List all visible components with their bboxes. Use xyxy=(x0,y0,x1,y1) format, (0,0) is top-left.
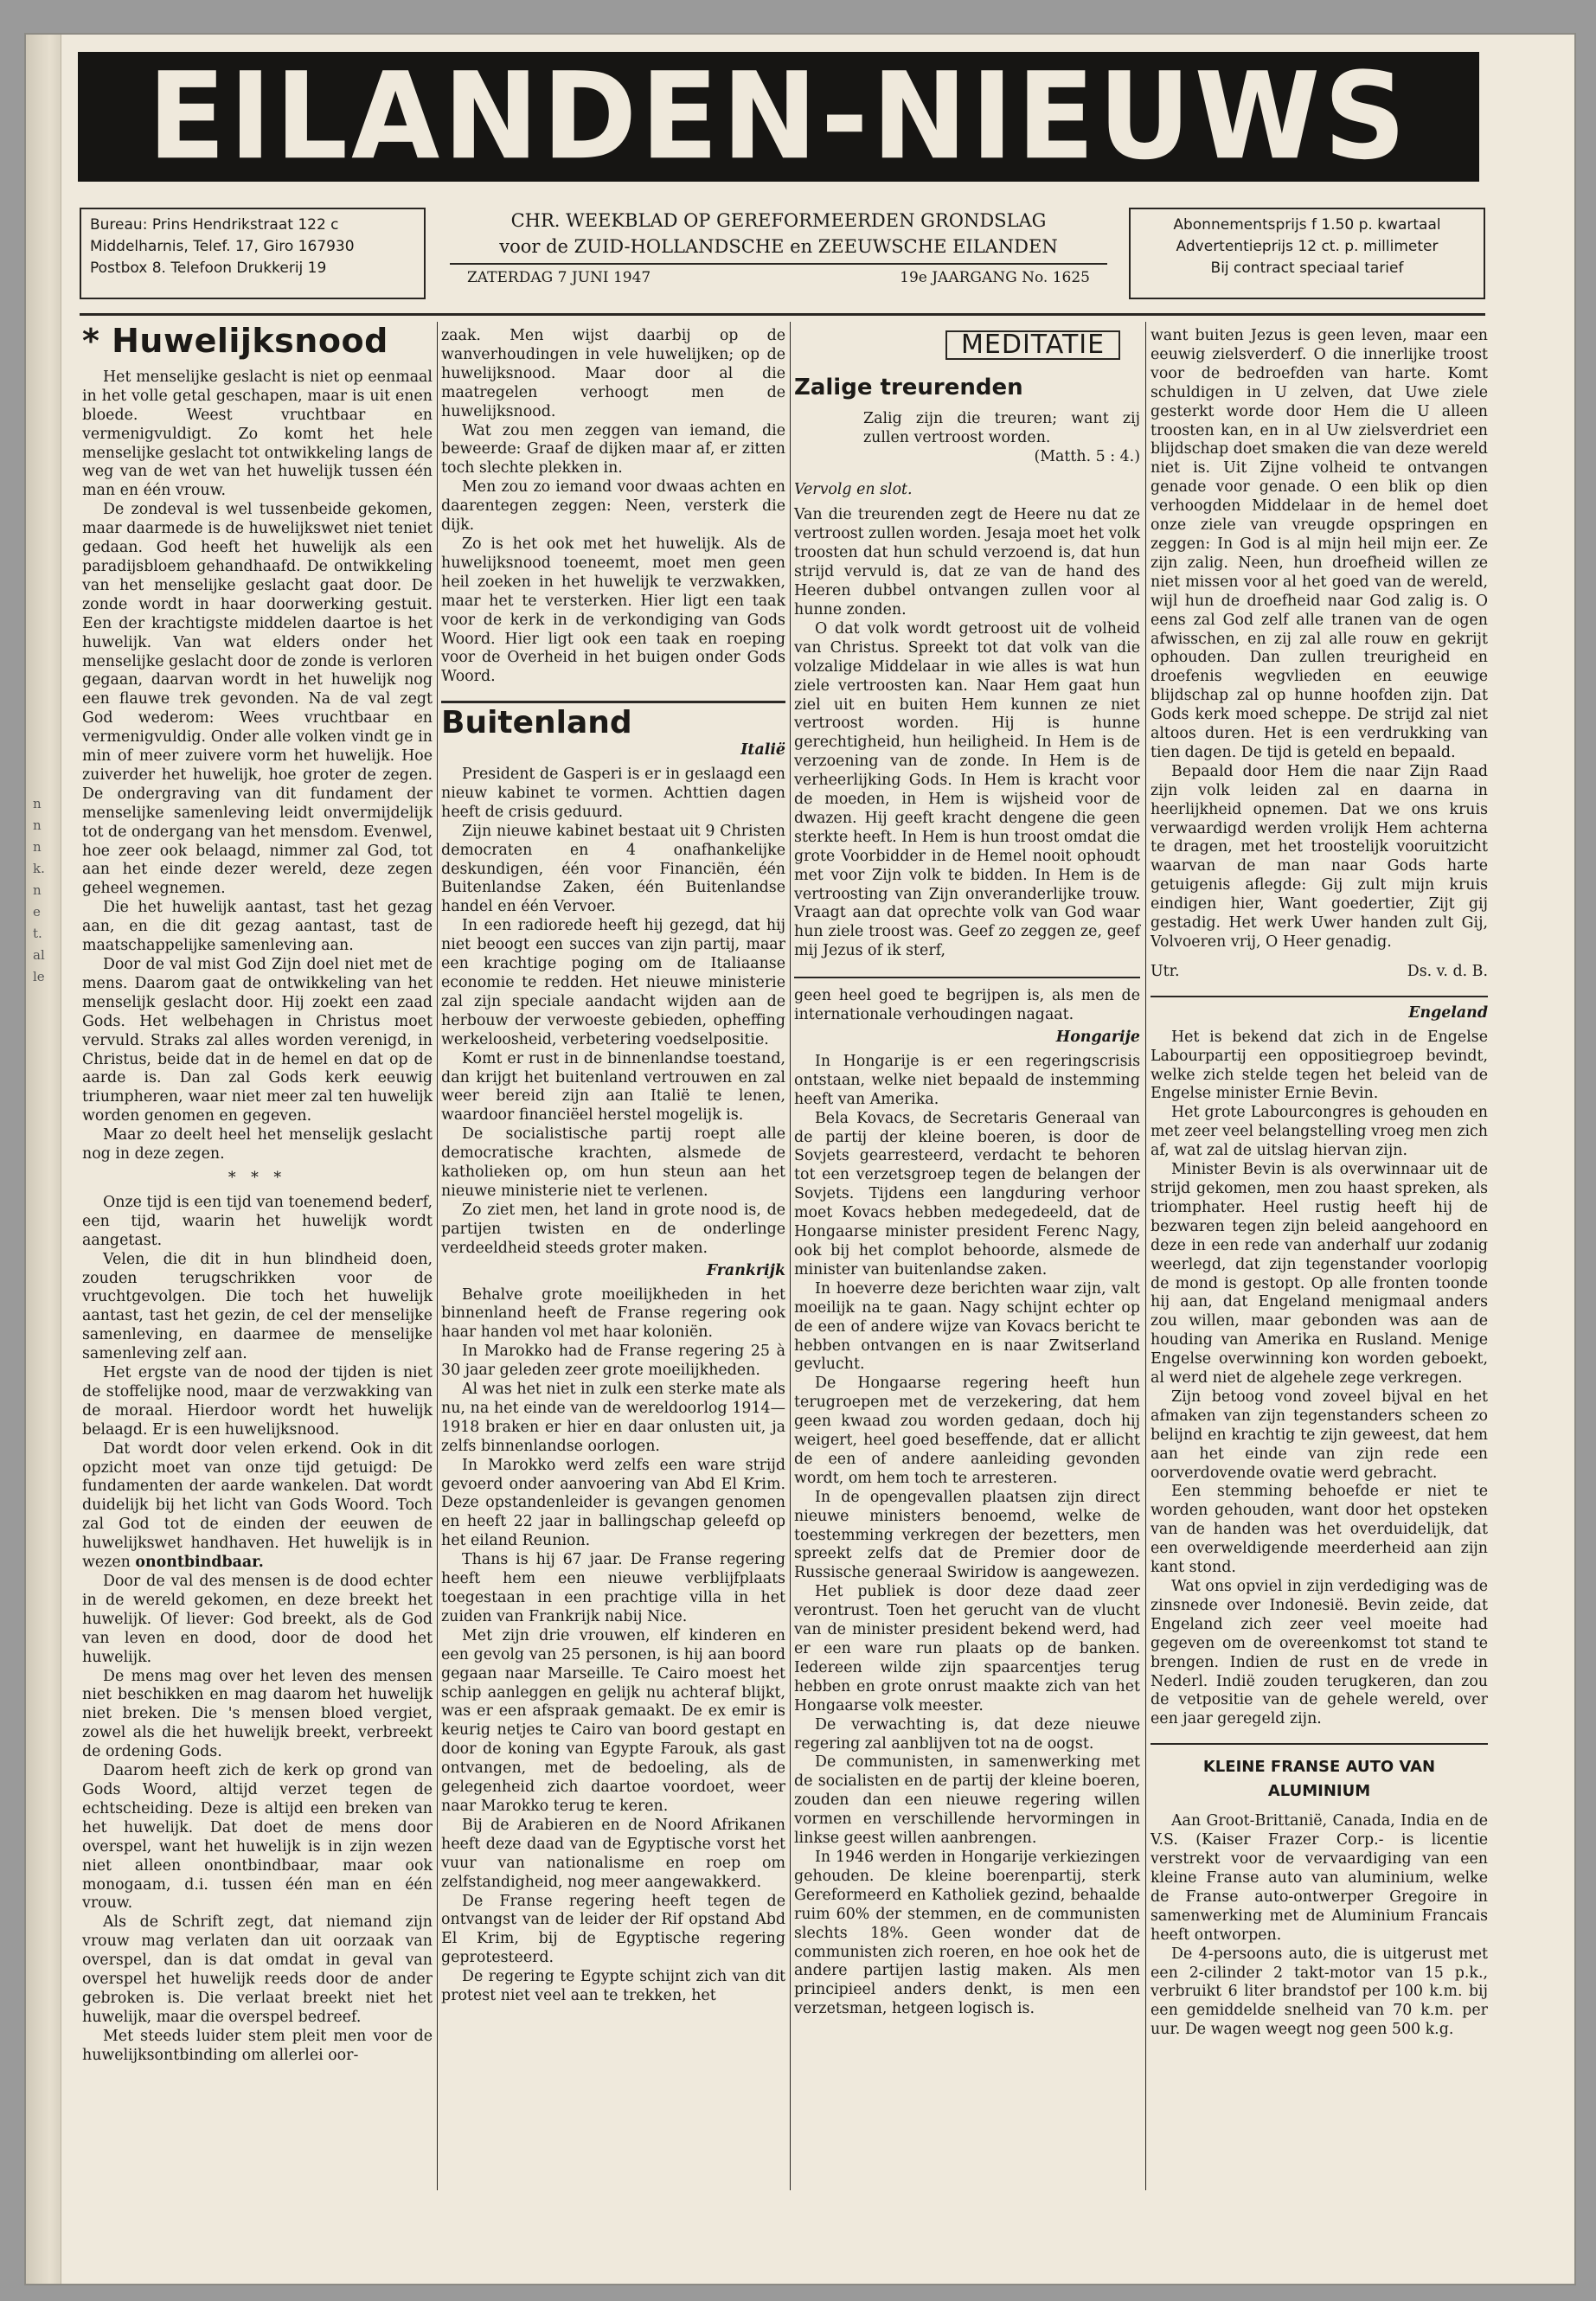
page-fold xyxy=(26,35,61,2284)
paragraph: In de opengevallen plaatsen zijn direct nieuwe ministers benoemd, welke de toestemming verkregen der bezetters, men spreekt zelfs dat de Premier door de Russische generaal Swiridow is aangewezen. xyxy=(794,1488,1140,1582)
paragraph: want buiten Jezus is geen leven, maar een eeuwig zielsverderf. O die innerlijke troost voor de bedroefden van harte. Komt schuldigen in U zelven, dat Uwe ziele gesterkt worde door Hem die U alleen troosten kan, en in al Uw zielsverdriet een blijdschap doet smaken die van deze wereld niet is. Uit Zijne volheid te ontvangen genade voor genade. O een blik op dien verhoogden Middelaar in de hemel doet onze ziele van vreugde opspringen en zeggen: In God is al mijn heil mijn eer. Ze zijn zalig. Neen, hun droefheid willen ze niet missen voor al het goed van de wereld, wijl hun de droefheid naar God zalig is. O eens zal God zelf alle tranen van de ogen afwisschen, en zij zal alle rouw en gekrijt ophouden. Dan zullen treurigheid en droefenis wegvlieden en eeuwige blijdschap zal op hunne hoofden zijn. Dat Gods kerk moed scheppe. De strijd zal niet altoos duren. Het is een verdrukking van tien dagen. De tijd is geteld en bepaald. xyxy=(1151,327,1488,761)
paragraph: De Hongaarse regering heeft hun terugroepen met de verzekering, dat hem geen kwaad zou worden gedaan, doch hij weigert, heel goed beseffende, dat er allicht de een of andere aanleiding gevonden wordt, om hem toch te arresteren. xyxy=(794,1375,1140,1487)
fold-fragment: t. xyxy=(33,926,42,941)
issue-number: 19e JAARGANG No. 1625 xyxy=(900,269,1090,286)
subtitle-line: voor de ZUID-HOLLANDSCHE en ZEEUWSCHE EILANDEN xyxy=(499,236,1058,257)
paragraph: Velen, die dit in hun blindheid doen, zouden terugschrikken voor de vruchtgevolgen. Die toch het huwelijk aantast, tast het gezin, de cel der menselijke samenleving, en daarmee de menselijke samenleving zelf aan. xyxy=(82,1250,433,1363)
paragraph: Het ergste van de nood der tijden is niet de stoffelijke nood, maar de verzwakking van de moraal. Hierdoor wordt het huwelijk belaagd. Er is een huwelijksnood. xyxy=(82,1364,433,1439)
paragraph: Een stemming behoefde er niet te worden gehouden, want door het opsteken van de handen was het overduidelijk, dat een overweldigende meerderheid aan zijn kant stond. xyxy=(1151,1483,1488,1577)
scripture-reference: (Matth. 5 : 4.) xyxy=(1034,447,1140,465)
country-heading: Engeland xyxy=(1408,1003,1488,1022)
paragraph: De communisten, in samenwerking met de socialisten en de partij der kleine boeren, zouden dan een nieuwe regering willen vormen en verschillende hervormingen in linkse geest willen aanbrengen. xyxy=(794,1753,1140,1848)
paragraph: Het menselijke geslacht is niet op eenmaal in het volle getal geschapen, maar is uit enen bloede. Weest vruchtbaar en vermenigvuldigt. Zo komt het hele menselijke geslacht tot ontwikkeling langs de weg van de wet van het huwelijk tussen één man en één vrouw. xyxy=(82,368,433,500)
paragraph: zaak. Men wijst daarbij op de wanverhoudingen in vele huwelijken; op de huwelijksnood. Maar door al die maatregelen verhoogt men de huwelijksnood. xyxy=(441,327,785,420)
column-huwelijksnood xyxy=(82,322,433,2066)
paragraph: Die het huwelijk aantast, tast het gezag aan, en die dit gezag aantast, tast de maatschappelijke samenleving aan. xyxy=(82,899,433,955)
fold-fragment: k. xyxy=(33,861,45,876)
continued-note: Vervolg en slot. xyxy=(794,480,913,498)
pricing-box xyxy=(1129,208,1485,299)
fold-fragment: n xyxy=(33,839,42,855)
paragraph: Men zou zo iemand voor dwaas achten en daarentegen zeggen: Neen, versterk die dijk. xyxy=(441,478,785,535)
scripture-quote: Zalig zijn die treuren; want zij zullen vertroost worden. xyxy=(863,409,1140,446)
column-buitenland xyxy=(441,327,785,2006)
column-rule xyxy=(790,322,791,2190)
paragraph: Het publiek is door deze daad zeer verontrust. Toen het gerucht van de vlucht van de minister president bekend werd, had er een ware run plaats op de banken. Iedereen wilde zijn spaarcentjes terug hebben en grote onrust maakte zich van het Hongaarse volk meester. xyxy=(794,1583,1140,1715)
column-engeland xyxy=(1151,327,1488,2040)
pricing-line: Advertentieprijs 12 ct. p. millimeter xyxy=(1176,238,1439,255)
paragraph: Bij de Arabieren en de Noord Afrikanen heeft deze daad van de Egyptische vorst het vuur van nationalisme en roep om zelfstandigheid, nog meer aangewakkerd. xyxy=(441,1816,785,1891)
paragraph: Thans is hij 67 jaar. De Franse regering heeft hem een nieuwe verblijfplaats toegestaan in een prachtige villa in het zuiden van Frankrijk nabij Nice. xyxy=(441,1551,785,1625)
paragraph: Het grote Labourcongres is gehouden en met zeer veel belangstelling vroeg men zich af, wat zal de uitslag hiervan zijn. xyxy=(1151,1104,1488,1160)
fold-fragment: n xyxy=(33,817,42,833)
paragraph: In 1946 werden in Hongarije verkiezingen gehouden. De kleine boerenpartij, sterk Gereformeerd en Katholiek gezind, behaalde ruim 60% der stemmen, en de communisten slechts 18%. Geen wonder dat de communisten zich roeren, en hoe ook het de andere partijen lastig maken. Als men principieel anders denkt, is men een verzetsman, hetgeen logisch is. xyxy=(794,1848,1140,2018)
paragraph: De 4-persoons auto, die is uitgerust met een 2-cilinder 2 takt-motor van 15 p.k., verbruikt 6 liter brandstof per 100 k.m. bij een gemiddelde snelheid van 70 k.m. per uur. De wagen weegt nog geen 500 k.g. xyxy=(1151,1945,1488,2039)
paragraph: Wat zou men zeggen van iemand, die beweerde: Graaf de dijken maar af, er zitten toch slechte plekken in. xyxy=(441,421,785,478)
masthead xyxy=(78,47,1479,187)
column-rule xyxy=(1145,322,1146,2190)
paragraph: Bela Kovacs, de Secretaris Generaal van de partij der kleine boeren, is door de Sovjets gearresteerd, verdacht te behoren tot een verzetsgroep tegen de belangen der Sovjets. Tijdens een langduring verhoor moet Kovacs hebben medegedeeld, dat de Hongaarse minister president Ferenc Nagy, ook bij het complot behoorde, alsmede de minister van buitenlandse zaken. xyxy=(794,1109,1140,1279)
paragraph: In hoeverre deze berichten waar zijn, valt moeilijk na te gaan. Nagy schijnt echter op de een of andere wijze van Kovacs bericht te hebben ontvangen en is naar Zwitserland gevlucht. xyxy=(794,1279,1140,1374)
headline-line: ALUMINIUM xyxy=(1267,1782,1371,1801)
paragraph: De Franse regering heeft tegen de ontvangst van de leider der Rif opstand Abd El Krim, bij de Egyptische regering geprotesteerd. xyxy=(441,1892,785,1967)
pricing-line: Abonnementsprijs f 1.50 p. kwartaal xyxy=(1173,216,1441,234)
meditatie-label: MEDITATIE xyxy=(945,330,1120,360)
paragraph: Al was het niet in zulk een sterke mate als nu, na het einde van de wereldoorlog 1914—1918 braken er hier en daar onlusten uit, ja zelfs binnenlandse oorlogen. xyxy=(441,1381,785,1455)
section-divider: * * * xyxy=(228,1169,287,1187)
signature-author: Ds. v. d. B. xyxy=(1407,962,1488,980)
country-heading: Frankrijk xyxy=(706,1261,785,1279)
paragraph: Door de val des mensen is de dood echter in de wereld gekomen, en deze breekt het huwelijk. Of liever: God breekt, als de God van leven en dood, door de dood het huwelijk. xyxy=(82,1573,433,1666)
paragraph: Zijn nieuwe kabinet bestaat uit 9 Christen democraten en 4 onafhankelijke deskundigen, één voor Financiën, één Buitenlandse Zaken, één Buitenlandse handel en één Vervoer. xyxy=(441,822,785,916)
address-box xyxy=(80,208,426,299)
paragraph: De regering te Egypte schijnt zich van dit protest niet veel aan te trekken, het xyxy=(441,1968,785,2005)
paragraph: Daarom heeft zich de kerk op grond van Gods Woord, altijd verzet tegen de echtscheiding. Deze is altijd een breken van het huwelijk. Dat doet de mens door overspel, want het huwelijk is in zijn wezen niet alleen onontbindbaar, maar ook monogaam, d.i. tussen één man en één vrouw. xyxy=(82,1762,433,1913)
section-title: Buitenland xyxy=(441,701,785,733)
paragraph: De mens mag over het leven des mensen niet beschikken en mag daarom het huwelijk niet breken. Die 's mensen bloed vergiet, zowel als die het huwelijk breekt, verbreekt de ordening Gods. xyxy=(82,1667,433,1761)
subtitle-block xyxy=(450,208,1107,299)
article-title-auto xyxy=(1151,1743,1488,1804)
paragraph: O dat volk wordt getroost uit de volheid van Christus. Spreekt tot dat volk van die volzalige Middelaar in wie alles is wat hun ziele vertroosten kan. Naar Hem gaat hun ziel uit en buiten Hem kunnen ze niet vertroost worden. Hij is hunne gerechtigheid, hun heiligheid. In Hem is de verzoening van de zonde. In Hem is de verheerlijking Gods. In Hem is kracht voor de moeden, in Hem is wijsheid voor de dwazen. Hij geeft kracht dengene die geen sterkte heeft. In Hem is hun troost omdat die grote Voorbidder in de Hemel nooit ophoudt met voor Zijn volk te bidden. In Hem is de vertroosting van Zijn onveranderlijke trouw. Vraagt aan dat oprechte volk van God waar hun ziele troost was. Geef zo zeggen ze, geef mij Jezus of ik sterf, xyxy=(794,619,1140,960)
paragraph xyxy=(82,1440,433,1573)
paragraph: Aan Groot-Brittanië, Canada, India en de V.S. (Kaiser Frazer Corp.- is licentie verstrekt voor de vervaardiging van een kleine Franse auto van aluminium, welke de Franse auto-ontwerper Gregoire in samenwerking met de Aluminium Francais heeft ontworpen. xyxy=(1151,1812,1488,1944)
article-title: * Huwelijksnood xyxy=(82,322,388,360)
address-line: Bureau: Prins Hendrikstraat 122 c xyxy=(90,216,339,234)
paragraph: Komt er rust in de binnenlandse toestand, dan krijgt het buitenland vertrouwen en zal weer bereid zijn aan Italië te lenen, waardoor financiëel herstel mogelijk is. xyxy=(441,1049,785,1125)
paragraph-text: Dat wordt door velen erkend. Ook in dit opzicht moet van onze tijd getuigd: De fundamenten der aarde wankelen. Dat wordt duidelijk bij het licht van Gods Woord. Toch zal God tot de einden der eeuwen de huwelijkswet handhaven. Het huwelijk is in wezen xyxy=(82,1439,433,1572)
paragraph: Van die treurenden zegt de Heere nu dat ze vertroost zullen worden. Jesaja moet het volk troosten dat hun schuld verzoend is, dat hun strijd vervuld is, dat ze van de hand des Heeren dubbel ontvangen zullen voor al hunne zonden. xyxy=(794,506,1140,619)
paragraph: Als de Schrift zegt, dat niemand zijn vrouw mag verlaten dan uit oorzaak van overspel, dan is dat omdat in geval van overspel het huwelijk reeds door de ander gebroken is. Die verlaat breekt niet het huwelijk, maar die overspel bedreef. xyxy=(82,1913,433,2026)
column-rule xyxy=(437,322,438,2190)
paragraph: Door de val mist God Zijn doel niet met de mens. Daarom gaat de ontwikkeling van het menselijk geslacht door. Hij zoekt een zaad Gods. Het welbehagen in Christus moet vervuld. Straks zal alles worden verenigd, in Christus, beide dat in de hemel en dat op de aarde is. Dan zal Gods kerk eeuwig triumpheren, waar niet meer zal ten huwelijk worden genomen en gegeven. xyxy=(82,956,433,1125)
paragraph: President de Gasperi is er in geslaagd een nieuw kabinet te vormen. Achttien dagen heeft de crisis geduurd. xyxy=(441,766,785,821)
paragraph: Met steeds luider stem pleit men voor de huwelijksontbinding om allerlei oor- xyxy=(82,2027,433,2064)
column-meditatie xyxy=(794,327,1140,2019)
country-heading: Hongarije xyxy=(1055,1029,1140,1046)
fold-fragment: le xyxy=(33,969,45,984)
paragraph: geen heel goed te begrijpen is, als men de internationale verhoudingen nagaat. xyxy=(794,987,1140,1024)
issue-date: ZATERDAG 7 JUNI 1947 xyxy=(467,269,651,286)
signature-row xyxy=(1151,963,1488,982)
paragraph: In Marokko werd zelfs een ware strijd gevoerd onder aanvoering van Abd El Krim. Deze opstandenleider is gevangen genomen en heeft 22 jaar in ballingschap geleefd op het eiland Reunion. xyxy=(441,1456,785,1550)
address-line: Postbox 8. Telefoon Drukkerij 19 xyxy=(90,260,327,277)
paragraph: Wat ons opviel in zijn verdediging was de zinsnede over Indonesië. Bevin zeide, dat Engeland zich zeer veel moeite had gegeven om de overeenkomst tot stand te brengen. Indien de rust en de vrede in Nederl. Indië zouden terugkeren, dan zou de vetpositie van de gehele wereld, over een jaar geregeld zijn. xyxy=(1151,1578,1488,1728)
subtitle-line: CHR. WEEKBLAD OP GEREFORMEERDEN GRONDSLAG xyxy=(510,210,1047,231)
section-rule xyxy=(1151,996,1488,997)
paragraph: In een radiorede heeft hij gezegd, dat hij niet beoogt een succes van zijn partij, maar een krachtige poging om de Italiaanse economie te redden. Het nieuwe ministerie zal zijn speciale aandacht wijden aan de herbouw der verwoeste gebieden, opheffing werkeloosheid, verbetering voedselpositie. xyxy=(441,917,785,1048)
pricing-line: Bij contract speciaal tarief xyxy=(1210,260,1404,277)
paragraph: Onze tijd is een tijd van toenemend bederf, een tijd, waarin het huwelijk wordt aangetast. xyxy=(82,1193,433,1249)
fold-fragment: e xyxy=(33,904,41,920)
paragraph: Met zijn drie vrouwen, elf kinderen en een gevolg van 25 personen, is hij aan boord gegaan naar Marseille. Te Cairo moest het schip aanleggen en gelijk nu achteraf blijkt, was er een afspraak gemaakt. De ex emir is keurig netjes te Cairo van boord gestapt en door de koning van Egypte Farouk, als gast ontvangen, met de bedoeling, als de gelegenheid zich daartoe voordoet, weer naar Marokko terug te keren. xyxy=(441,1626,785,1815)
header-rule xyxy=(80,313,1485,316)
paragraph: Zo is het ook met het huwelijk. Als de huwelijksnood toeneemt, moet men geen heil zoeken in het huwelijk te verzwakken, maar het te versterken. Hier ligt een taak voor de kerk in de verkondiging van Gods Woord. Hier ligt ook een taak en roeping voor de Overheid in het buigen onder Gods Woord. xyxy=(441,535,785,686)
paragraph: In Marokko had de Franse regering 25 à 30 jaar geleden zeer grote moeilijkheden. xyxy=(441,1343,785,1380)
fold-fragment: al xyxy=(33,947,45,963)
paragraph: Bepaald door Hem die naar Zijn Raad zijn volk leiden zal en daarna in heerlijkheid opnemen. Dat we ons kruis verwaardigd werden vrolijk Hem achterna te dragen, met het troostelijk vooruitzicht waarvan de man naar Gods harte getuigenis aflegde: Gij zult mijn kruis eindigen hier, Want goedertier, Zijt gij gestadig. Het werk Uwer handen zult Gij, Volvoeren vrij, O Heer genadig. xyxy=(1151,762,1488,951)
fold-fragment: n xyxy=(33,796,42,811)
masthead-title: EILANDEN-NIEUWS xyxy=(147,47,1410,187)
emphasis-word: onontbindbaar. xyxy=(135,1554,264,1572)
paragraph: In Hongarije is er een regeringscrisis ontstaan, welke niet bepaald de instemming heeft van Amerika. xyxy=(794,1052,1140,1108)
paragraph: De zondeval is wel tussenbeide gekomen, maar daarmede is de huwelijkswet niet teniet gedaan. God heeft het huwelijk als een paradijsbloem gehandhaafd. De ontwikkeling van het menselijke geslacht gaat door. De zonde wordt in haar doorwerking gestuit. Een der krachtigste middelen daartoe is het huwelijk. Van wat elders onder het menselijke geslacht door de zonde is verloren gegaan, daarvan wordt in het huwelijk nog een flauwe trek gevonden. Na de val zegt God wederom: Wees vruchtbaar en vermenigvuldig. Onder alle volken vindt ge in min of meer zuivere vorm het huwelijk. Hoe zuiverder het huwelijk, hoe groter de zegen. De ondergraving van dit fundament der menselijke samenleving leidt onvermijdelijk tot de ondergang van het mensdom. Evenwel, hoe zeer ook belaagd, nimmer zal God, tot aan het einde dezer wereld, deze zegen geheel wegnemen. xyxy=(82,501,433,898)
country-heading: Italië xyxy=(740,741,785,760)
paragraph: Maar zo deelt heel het menselijk geslacht nog in deze zegen. xyxy=(82,1126,433,1163)
paragraph: Minister Bevin is als overwinnaar uit de strijd gekomen, men zou haast spreken, als triomphater. Heel rustig heeft hij de bezwaren tegen zijn beleid aangehoord en deze in een rede van anderhalf uur zodanig weerlegd, dat zijn tegenstander voorlopig de mond is gestopt. Op alle fronten toonde hij aan, dat Engeland menigmaal anders zou willen, maar gebonden was aan de houding van Amerika en Rusland. Menige Engelse overwinning kon worden geboekt, al werd niet de algehele zege verkregen. xyxy=(1151,1161,1488,1388)
headline-line: KLEINE FRANSE AUTO VAN xyxy=(1202,1758,1436,1777)
fold-fragment: n xyxy=(33,882,42,898)
paragraph: De verwachting is, dat deze nieuwe regering zal aanblijven tot na de oogst. xyxy=(794,1715,1140,1753)
paragraph: Zijn betoog vond zoveel bijval en het afmaken van zijn tegenstanders scheen zo belijnd en krachtig te zijn geweest, dat hem aan het einde van zijn rede een oorverdovende ovatie werd gebracht. xyxy=(1151,1388,1488,1482)
paragraph: Behalve grote moeilijkheden in het binnenland heeft de Franse regering ook haar handen vol met haar koloniën. xyxy=(441,1285,785,1342)
section-rule xyxy=(794,977,1140,978)
paragraph: De socialistische partij roept alle democratische krachten, alsmede de katholieken op, om hun steun aan het nieuwe ministerie niet te verlenen. xyxy=(441,1125,785,1200)
address-line: Middelharnis, Telef. 17, Giro 167930 xyxy=(90,238,355,255)
meditation-title: Zalige treurenden xyxy=(794,374,1023,401)
paragraph: Zo ziet men, het land in grote nood is, de partijen twisten en de onderlinge verdeeldheid steeds groter maken. xyxy=(441,1201,785,1257)
signature-place: Utr. xyxy=(1151,962,1180,980)
paragraph: Het is bekend dat zich in de Engelse Labourpartij een oppositiegroep bevindt, welke zich stelde tegen het beleid van de Engelse minister Ernie Bevin. xyxy=(1151,1028,1488,1103)
